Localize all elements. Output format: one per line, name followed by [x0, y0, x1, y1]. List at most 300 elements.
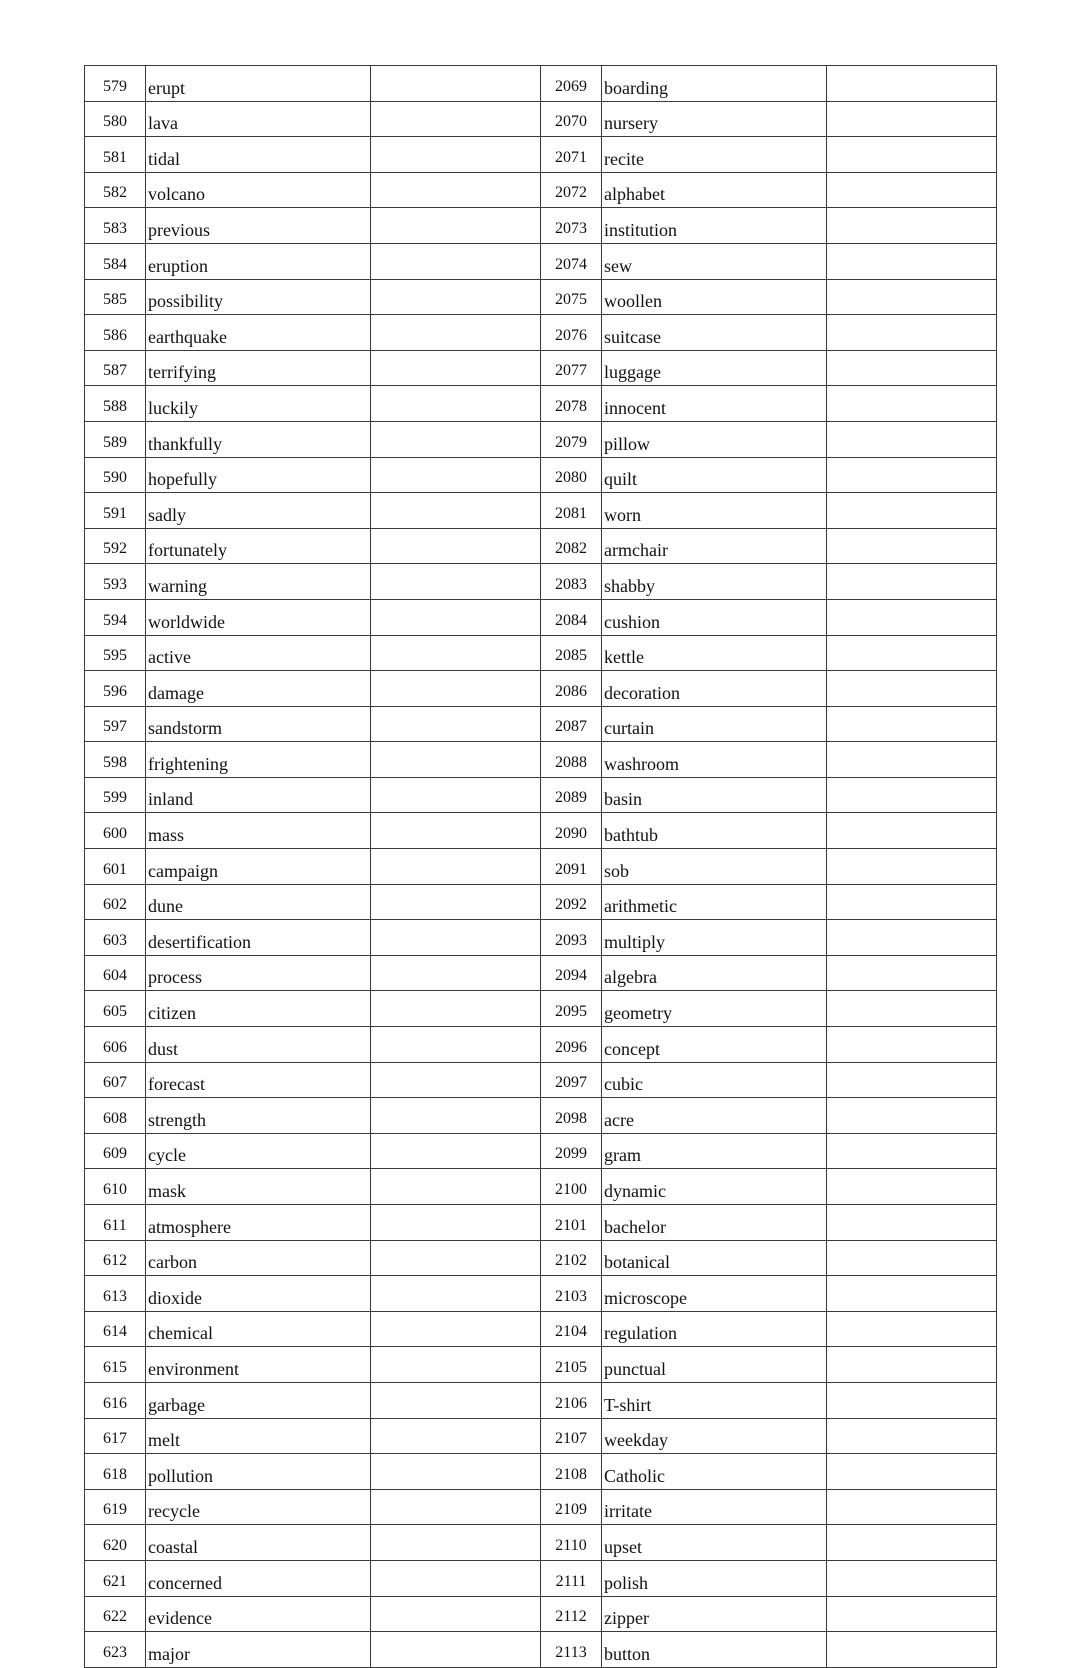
- left-entry-blank-cell: [371, 172, 541, 208]
- left-entry-blank-cell: [371, 1169, 541, 1205]
- right-entry-word: algebra: [602, 955, 827, 991]
- right-entry-blank-cell: [827, 350, 997, 386]
- table-row: [85, 777, 997, 813]
- left-entry-word: atmosphere: [146, 1205, 371, 1241]
- left-entry-word: melt: [146, 1418, 371, 1454]
- left-entry-number: 581: [85, 137, 146, 173]
- right-entry-blank-cell: [827, 1560, 997, 1596]
- right-entry-blank-cell: [827, 671, 997, 707]
- table-row: [85, 849, 997, 885]
- right-entry-word: alphabet: [602, 172, 827, 208]
- right-entry-word: T-shirt: [602, 1382, 827, 1418]
- vocabulary-table: [84, 65, 997, 1668]
- right-entry-number: 2075: [541, 279, 602, 315]
- right-entry-word: kettle: [602, 635, 827, 671]
- table-row: [85, 1525, 997, 1561]
- left-entry-number: 611: [85, 1205, 146, 1241]
- right-entry-number: 2070: [541, 101, 602, 137]
- left-entry-word: frightening: [146, 742, 371, 778]
- left-entry-blank-cell: [371, 1311, 541, 1347]
- right-entry-word: sew: [602, 243, 827, 279]
- left-entry-word: citizen: [146, 991, 371, 1027]
- table-row: [85, 1240, 997, 1276]
- table-row: [85, 1169, 997, 1205]
- right-entry-word: curtain: [602, 706, 827, 742]
- right-entry-blank-cell: [827, 1454, 997, 1490]
- right-entry-blank-cell: [827, 813, 997, 849]
- right-entry-number: 2076: [541, 315, 602, 351]
- left-entry-number: 595: [85, 635, 146, 671]
- left-entry-word: volcano: [146, 172, 371, 208]
- right-entry-blank-cell: [827, 706, 997, 742]
- right-entry-blank-cell: [827, 955, 997, 991]
- left-entry-word: thankfully: [146, 421, 371, 457]
- left-entry-number: 580: [85, 101, 146, 137]
- right-entry-number: 2091: [541, 849, 602, 885]
- left-entry-blank-cell: [371, 1596, 541, 1632]
- table-row: [85, 1205, 997, 1241]
- table-row: [85, 1347, 997, 1383]
- right-entry-number: 2104: [541, 1311, 602, 1347]
- left-entry-word: chemical: [146, 1311, 371, 1347]
- right-entry-blank-cell: [827, 101, 997, 137]
- right-entry-blank-cell: [827, 635, 997, 671]
- right-entry-number: 2107: [541, 1418, 602, 1454]
- left-entry-blank-cell: [371, 66, 541, 102]
- right-entry-word: upset: [602, 1525, 827, 1561]
- left-entry-number: 621: [85, 1560, 146, 1596]
- right-entry-blank-cell: [827, 137, 997, 173]
- right-entry-word: nursery: [602, 101, 827, 137]
- left-entry-word: mask: [146, 1169, 371, 1205]
- right-entry-word: boarding: [602, 66, 827, 102]
- left-entry-blank-cell: [371, 1240, 541, 1276]
- table-row: [85, 920, 997, 956]
- left-entry-number: 613: [85, 1276, 146, 1312]
- right-entry-blank-cell: [827, 493, 997, 529]
- right-entry-word: cushion: [602, 599, 827, 635]
- right-entry-word: concept: [602, 1027, 827, 1063]
- left-entry-word: recycle: [146, 1489, 371, 1525]
- left-entry-word: carbon: [146, 1240, 371, 1276]
- right-entry-blank-cell: [827, 1169, 997, 1205]
- left-entry-word: process: [146, 955, 371, 991]
- right-entry-number: 2111: [541, 1560, 602, 1596]
- right-entry-word: pillow: [602, 421, 827, 457]
- left-entry-blank-cell: [371, 1205, 541, 1241]
- right-entry-number: 2098: [541, 1098, 602, 1134]
- right-entry-word: geometry: [602, 991, 827, 1027]
- right-entry-number: 2112: [541, 1596, 602, 1632]
- left-entry-blank-cell: [371, 137, 541, 173]
- right-entry-number: 2109: [541, 1489, 602, 1525]
- right-entry-number: 2074: [541, 243, 602, 279]
- right-entry-number: 2110: [541, 1525, 602, 1561]
- right-entry-blank-cell: [827, 1382, 997, 1418]
- left-entry-number: 584: [85, 243, 146, 279]
- left-entry-blank-cell: [371, 564, 541, 600]
- right-entry-number: 2103: [541, 1276, 602, 1312]
- table-row: [85, 315, 997, 351]
- right-entry-word: irritate: [602, 1489, 827, 1525]
- right-entry-number: 2100: [541, 1169, 602, 1205]
- right-entry-number: 2083: [541, 564, 602, 600]
- right-entry-number: 2080: [541, 457, 602, 493]
- table-row: [85, 884, 997, 920]
- left-entry-word: hopefully: [146, 457, 371, 493]
- table-row: [85, 1098, 997, 1134]
- right-entry-number: 2084: [541, 599, 602, 635]
- left-entry-blank-cell: [371, 777, 541, 813]
- left-entry-number: 614: [85, 1311, 146, 1347]
- left-entry-number: 582: [85, 172, 146, 208]
- left-entry-number: 615: [85, 1347, 146, 1383]
- left-entry-word: dioxide: [146, 1276, 371, 1312]
- left-entry-word: sadly: [146, 493, 371, 529]
- right-entry-word: cubic: [602, 1062, 827, 1098]
- right-entry-blank-cell: [827, 1276, 997, 1312]
- right-entry-word: shabby: [602, 564, 827, 600]
- table-row: [85, 172, 997, 208]
- right-entry-word: bachelor: [602, 1205, 827, 1241]
- left-entry-blank-cell: [371, 421, 541, 457]
- right-entry-number: 2102: [541, 1240, 602, 1276]
- left-entry-number: 610: [85, 1169, 146, 1205]
- left-entry-blank-cell: [371, 1560, 541, 1596]
- left-entry-number: 596: [85, 671, 146, 707]
- left-entry-number: 612: [85, 1240, 146, 1276]
- left-entry-blank-cell: [371, 1489, 541, 1525]
- left-entry-word: eruption: [146, 243, 371, 279]
- right-entry-number: 2069: [541, 66, 602, 102]
- left-entry-blank-cell: [371, 315, 541, 351]
- left-entry-word: active: [146, 635, 371, 671]
- left-entry-word: dune: [146, 884, 371, 920]
- left-entry-number: 602: [85, 884, 146, 920]
- left-entry-blank-cell: [371, 1062, 541, 1098]
- left-entry-blank-cell: [371, 884, 541, 920]
- left-entry-word: fortunately: [146, 528, 371, 564]
- left-entry-number: 601: [85, 849, 146, 885]
- right-entry-number: 2097: [541, 1062, 602, 1098]
- left-entry-number: 593: [85, 564, 146, 600]
- left-entry-word: coastal: [146, 1525, 371, 1561]
- left-entry-blank-cell: [371, 1027, 541, 1063]
- right-entry-number: 2105: [541, 1347, 602, 1383]
- right-entry-blank-cell: [827, 1489, 997, 1525]
- table-row: [85, 1311, 997, 1347]
- right-entry-blank-cell: [827, 66, 997, 102]
- left-entry-word: mass: [146, 813, 371, 849]
- left-entry-word: worldwide: [146, 599, 371, 635]
- right-entry-blank-cell: [827, 849, 997, 885]
- right-entry-word: regulation: [602, 1311, 827, 1347]
- right-entry-blank-cell: [827, 208, 997, 244]
- left-entry-word: tidal: [146, 137, 371, 173]
- left-entry-number: 598: [85, 742, 146, 778]
- left-entry-number: 591: [85, 493, 146, 529]
- left-entry-blank-cell: [371, 1632, 541, 1668]
- right-entry-word: acre: [602, 1098, 827, 1134]
- right-entry-blank-cell: [827, 386, 997, 422]
- left-entry-number: 607: [85, 1062, 146, 1098]
- left-entry-blank-cell: [371, 635, 541, 671]
- left-entry-word: pollution: [146, 1454, 371, 1490]
- left-entry-word: strength: [146, 1098, 371, 1134]
- left-entry-blank-cell: [371, 350, 541, 386]
- table-row: [85, 564, 997, 600]
- table-row: [85, 457, 997, 493]
- left-entry-word: garbage: [146, 1382, 371, 1418]
- right-entry-blank-cell: [827, 742, 997, 778]
- right-entry-word: bathtub: [602, 813, 827, 849]
- right-entry-number: 2094: [541, 955, 602, 991]
- left-entry-word: environment: [146, 1347, 371, 1383]
- right-entry-number: 2089: [541, 777, 602, 813]
- table-row: [85, 493, 997, 529]
- table-row: [85, 528, 997, 564]
- left-entry-blank-cell: [371, 1418, 541, 1454]
- left-entry-blank-cell: [371, 386, 541, 422]
- right-entry-blank-cell: [827, 1596, 997, 1632]
- right-entry-word: decoration: [602, 671, 827, 707]
- table-row: [85, 742, 997, 778]
- left-entry-blank-cell: [371, 1347, 541, 1383]
- left-entry-word: earthquake: [146, 315, 371, 351]
- left-entry-number: 608: [85, 1098, 146, 1134]
- right-entry-word: multiply: [602, 920, 827, 956]
- right-entry-word: innocent: [602, 386, 827, 422]
- right-entry-blank-cell: [827, 1418, 997, 1454]
- right-entry-blank-cell: [827, 1525, 997, 1561]
- table-row: [85, 1382, 997, 1418]
- vocabulary-table-body: [85, 66, 997, 1668]
- left-entry-word: erupt: [146, 66, 371, 102]
- left-entry-word: inland: [146, 777, 371, 813]
- right-entry-blank-cell: [827, 777, 997, 813]
- table-row: [85, 706, 997, 742]
- left-entry-blank-cell: [371, 813, 541, 849]
- right-entry-word: weekday: [602, 1418, 827, 1454]
- right-entry-number: 2073: [541, 208, 602, 244]
- left-entry-blank-cell: [371, 920, 541, 956]
- left-entry-number: 603: [85, 920, 146, 956]
- right-entry-word: institution: [602, 208, 827, 244]
- right-entry-word: sob: [602, 849, 827, 885]
- right-entry-word: recite: [602, 137, 827, 173]
- left-entry-blank-cell: [371, 1454, 541, 1490]
- left-entry-word: dust: [146, 1027, 371, 1063]
- right-entry-blank-cell: [827, 528, 997, 564]
- left-entry-blank-cell: [371, 991, 541, 1027]
- table-row: [85, 279, 997, 315]
- left-entry-number: 618: [85, 1454, 146, 1490]
- left-entry-number: 592: [85, 528, 146, 564]
- left-entry-blank-cell: [371, 528, 541, 564]
- right-entry-word: washroom: [602, 742, 827, 778]
- table-row: [85, 955, 997, 991]
- right-entry-number: 2085: [541, 635, 602, 671]
- left-entry-blank-cell: [371, 457, 541, 493]
- left-entry-blank-cell: [371, 208, 541, 244]
- table-row: [85, 671, 997, 707]
- left-entry-number: 597: [85, 706, 146, 742]
- left-entry-word: damage: [146, 671, 371, 707]
- left-entry-word: concerned: [146, 1560, 371, 1596]
- right-entry-number: 2077: [541, 350, 602, 386]
- right-entry-blank-cell: [827, 279, 997, 315]
- right-entry-number: 2087: [541, 706, 602, 742]
- right-entry-word: dynamic: [602, 1169, 827, 1205]
- left-entry-blank-cell: [371, 742, 541, 778]
- table-row: [85, 813, 997, 849]
- left-entry-number: 585: [85, 279, 146, 315]
- right-entry-blank-cell: [827, 920, 997, 956]
- right-entry-number: 2071: [541, 137, 602, 173]
- left-entry-blank-cell: [371, 671, 541, 707]
- left-entry-number: 587: [85, 350, 146, 386]
- right-entry-blank-cell: [827, 1240, 997, 1276]
- right-entry-word: punctual: [602, 1347, 827, 1383]
- table-row: [85, 208, 997, 244]
- left-entry-blank-cell: [371, 243, 541, 279]
- left-entry-blank-cell: [371, 1382, 541, 1418]
- right-entry-word: botanical: [602, 1240, 827, 1276]
- left-entry-number: 605: [85, 991, 146, 1027]
- right-entry-blank-cell: [827, 1062, 997, 1098]
- right-entry-word: gram: [602, 1133, 827, 1169]
- left-entry-number: 579: [85, 66, 146, 102]
- left-entry-number: 600: [85, 813, 146, 849]
- right-entry-blank-cell: [827, 1311, 997, 1347]
- right-entry-word: quilt: [602, 457, 827, 493]
- table-row: [85, 1027, 997, 1063]
- right-entry-number: 2079: [541, 421, 602, 457]
- right-entry-number: 2095: [541, 991, 602, 1027]
- right-entry-word: Catholic: [602, 1454, 827, 1490]
- right-entry-number: 2072: [541, 172, 602, 208]
- right-entry-blank-cell: [827, 457, 997, 493]
- left-entry-word: lava: [146, 101, 371, 137]
- right-entry-word: armchair: [602, 528, 827, 564]
- table-row: [85, 635, 997, 671]
- right-entry-blank-cell: [827, 1205, 997, 1241]
- left-entry-word: campaign: [146, 849, 371, 885]
- table-row: [85, 1418, 997, 1454]
- left-entry-number: 606: [85, 1027, 146, 1063]
- right-entry-blank-cell: [827, 884, 997, 920]
- left-entry-word: warning: [146, 564, 371, 600]
- left-entry-number: 616: [85, 1382, 146, 1418]
- right-entry-number: 2078: [541, 386, 602, 422]
- right-entry-blank-cell: [827, 243, 997, 279]
- right-entry-word: worn: [602, 493, 827, 529]
- left-entry-number: 583: [85, 208, 146, 244]
- table-row: [85, 350, 997, 386]
- left-entry-blank-cell: [371, 101, 541, 137]
- right-entry-number: 2096: [541, 1027, 602, 1063]
- table-row: [85, 1276, 997, 1312]
- right-entry-word: arithmetic: [602, 884, 827, 920]
- right-entry-blank-cell: [827, 421, 997, 457]
- left-entry-word: forecast: [146, 1062, 371, 1098]
- right-entry-number: 2093: [541, 920, 602, 956]
- right-entry-blank-cell: [827, 1347, 997, 1383]
- table-row: [85, 1560, 997, 1596]
- right-entry-blank-cell: [827, 991, 997, 1027]
- table-row: [85, 101, 997, 137]
- table-row: [85, 1454, 997, 1490]
- right-entry-word: microscope: [602, 1276, 827, 1312]
- table-row: [85, 1596, 997, 1632]
- right-entry-word: luggage: [602, 350, 827, 386]
- left-entry-number: 622: [85, 1596, 146, 1632]
- left-entry-number: 589: [85, 421, 146, 457]
- table-row: [85, 1133, 997, 1169]
- right-entry-number: 2090: [541, 813, 602, 849]
- right-entry-blank-cell: [827, 1027, 997, 1063]
- right-entry-number: 2101: [541, 1205, 602, 1241]
- left-entry-word: desertification: [146, 920, 371, 956]
- right-entry-number: 2088: [541, 742, 602, 778]
- left-entry-number: 599: [85, 777, 146, 813]
- table-row: [85, 991, 997, 1027]
- table-row: [85, 66, 997, 102]
- left-entry-blank-cell: [371, 1098, 541, 1134]
- right-entry-blank-cell: [827, 1632, 997, 1668]
- left-entry-word: cycle: [146, 1133, 371, 1169]
- table-row: [85, 1062, 997, 1098]
- left-entry-word: previous: [146, 208, 371, 244]
- right-entry-number: 2086: [541, 671, 602, 707]
- right-entry-blank-cell: [827, 1098, 997, 1134]
- right-entry-blank-cell: [827, 564, 997, 600]
- left-entry-word: possibility: [146, 279, 371, 315]
- right-entry-number: 2081: [541, 493, 602, 529]
- table-row: [85, 1632, 997, 1668]
- right-entry-number: 2113: [541, 1632, 602, 1668]
- right-entry-word: polish: [602, 1560, 827, 1596]
- left-entry-number: 586: [85, 315, 146, 351]
- right-entry-number: 2092: [541, 884, 602, 920]
- table-row: [85, 1489, 997, 1525]
- left-entry-blank-cell: [371, 849, 541, 885]
- left-entry-number: 623: [85, 1632, 146, 1668]
- left-entry-number: 609: [85, 1133, 146, 1169]
- left-entry-blank-cell: [371, 1276, 541, 1312]
- left-entry-word: sandstorm: [146, 706, 371, 742]
- right-entry-word: suitcase: [602, 315, 827, 351]
- left-entry-blank-cell: [371, 1133, 541, 1169]
- right-entry-word: zipper: [602, 1596, 827, 1632]
- left-entry-blank-cell: [371, 1525, 541, 1561]
- left-entry-word: terrifying: [146, 350, 371, 386]
- left-entry-blank-cell: [371, 279, 541, 315]
- left-entry-number: 590: [85, 457, 146, 493]
- right-entry-word: button: [602, 1632, 827, 1668]
- left-entry-blank-cell: [371, 955, 541, 991]
- right-entry-number: 2099: [541, 1133, 602, 1169]
- right-entry-word: basin: [602, 777, 827, 813]
- table-row: [85, 421, 997, 457]
- left-entry-number: 617: [85, 1418, 146, 1454]
- left-entry-number: 620: [85, 1525, 146, 1561]
- table-row: [85, 386, 997, 422]
- left-entry-word: luckily: [146, 386, 371, 422]
- right-entry-blank-cell: [827, 315, 997, 351]
- left-entry-number: 594: [85, 599, 146, 635]
- left-entry-number: 619: [85, 1489, 146, 1525]
